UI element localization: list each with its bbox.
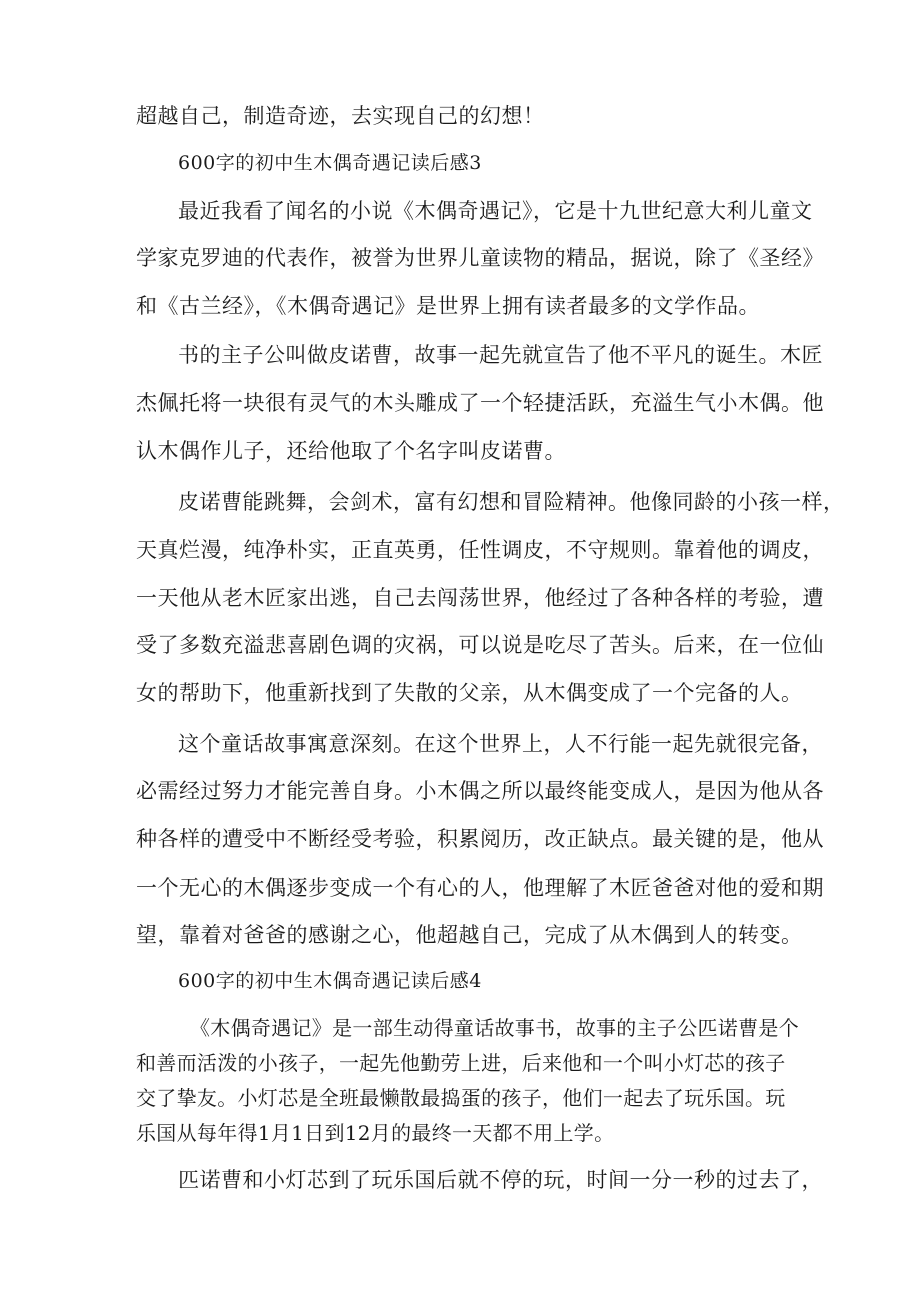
paragraph-line: 和《古兰经》，《木偶奇遇记》是世界上拥有读者最多的文学作品。: [136, 294, 760, 318]
section-heading: 600字的初中生木偶奇遇记读后感4: [178, 970, 482, 992]
paragraph-line: 一天他从老木匠家出逃，自己去闯荡世界，他经过了各种各样的考验，遭: [136, 586, 824, 610]
paragraph-line: 书的主子公叫做皮诺曹，故事一起先就宣告了他不平凡的诞生。木匠: [178, 343, 823, 367]
paragraph-line: 受了多数充溢悲喜剧色调的灾祸，可以说是吃尽了苦头。后来，在一位仙: [136, 633, 824, 657]
paragraph-line: 种各样的遭受中不断经受考验，积累阅历，改正缺点。最关键的是，他从: [136, 827, 824, 851]
paragraph-line: 匹诺曹和小灯芯到了玩乐国后就不停的玩，时间一分一秒的过去了，: [178, 1168, 823, 1192]
paragraph-line: 和善而活泼的小孩子，一起先他勤劳上进，后来他和一个叫小灯芯的孩子: [136, 1051, 786, 1075]
paragraph-line: 最近我看了闻名的小说《木偶奇遇记》，它是十九世纪意大利儿童文: [178, 199, 813, 223]
paragraph-line: 学家克罗迪的代表作，被誉为世界儿童读物的精品，据说，除了《圣经》: [136, 246, 824, 270]
section-heading: 600字的初中生木偶奇遇记读后感3: [178, 152, 482, 174]
paragraph-line: 乐国从每年得1月1日到12月的最终一天都不用上学。: [136, 1121, 615, 1145]
paragraph-line: 杰佩托将一块很有灵气的木头雕成了一个轻捷活跃，充溢生气小木偶。他: [136, 391, 824, 415]
paragraph-line: 女的帮助下，他重新找到了失散的父亲，从木偶变成了一个完备的人。: [136, 681, 803, 705]
paragraph-line: 望，靠着对爸爸的感谢之心，他超越自己，完成了从木偶到人的转变。: [136, 923, 803, 947]
paragraph-line: 天真烂漫，纯净朴实，正直英勇，任性调皮，不守规则。靠着他的调皮，: [136, 538, 824, 562]
paragraph-line: 超越自己，制造奇迹，去实现自己的幻想！: [136, 104, 545, 128]
paragraph-line: 《木偶奇遇记》是一部生动得童话故事书，故事的主子公匹诺曹是个: [190, 1016, 799, 1040]
paragraph-line: 皮诺曹能跳舞，会剑术，富有幻想和冒险精神。他像同龄的小孩一样，: [178, 490, 845, 514]
paragraph-line: 这个童话故事寓意深刻。在这个世界上，人不行能一起先就很完备，: [178, 732, 823, 756]
paragraph-line: 一个无心的木偶逐步变成一个有心的人，他理解了木匠爸爸对他的爱和期: [136, 876, 824, 900]
paragraph-line: 必需经过努力才能完善自身。小木偶之所以最终能变成人，是因为他从各: [136, 779, 824, 803]
paragraph-line: 交了挚友。小灯芯是全班最懒散最捣蛋的孩子，他们一起去了玩乐国。玩: [136, 1086, 786, 1110]
paragraph-line: 认木偶作儿子，还给他取了个名字叫皮诺曹。: [136, 439, 566, 463]
